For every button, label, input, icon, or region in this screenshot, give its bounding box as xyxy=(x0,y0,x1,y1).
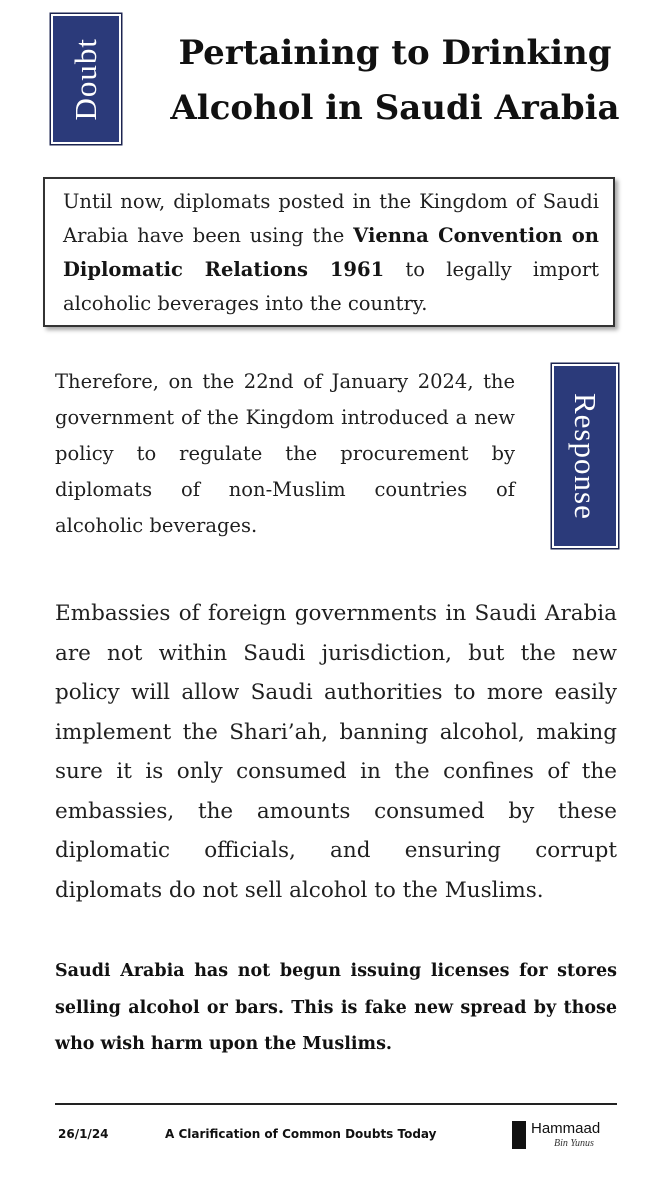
brand-logo xyxy=(512,1118,622,1158)
response-paragraph: Therefore, on the 22nd of January 2024, the government of the Kingdom introduced a new policy to regulate the procurement by diplomats of non-Muslim countries of alcoholic beverages. xyxy=(55,370,515,537)
main-paragraph: Embassies of foreign governments in Saudi Arabia are not within Saudi jurisdiction, but the new policy will allow Saudi authorities to more easily implement the Shari’ah, banning alcohol, making sure it is only consumed in the confines of the embassies, the amounts consumed by these diplomatic officials, and ensuring corrupt diplomats do not sell alcohol to the Muslims. xyxy=(55,601,617,903)
doubt-tag-label: Doubt xyxy=(68,37,103,121)
doubt-tag xyxy=(53,16,119,142)
title-line-1: Pertaining to Drinking xyxy=(178,33,612,73)
brand-subtitle: Bin Yunus xyxy=(554,1138,594,1149)
doubt-text-bold: Vienna Convention on Diplomatic Relations 1961 xyxy=(63,224,599,281)
doubt-box xyxy=(43,177,615,327)
doubt-text-start: Until now, diplomats posted in the Kingdom of Saudi Arabia have been using the xyxy=(63,190,599,247)
footer-date: 26/1/24 xyxy=(58,1127,109,1141)
response-tag xyxy=(554,366,616,546)
response-tag-label: Response xyxy=(568,392,603,520)
brand-name: Hammaad xyxy=(531,1120,601,1137)
title-line-2: Alcohol in Saudi Arabia xyxy=(170,88,620,128)
doubt-text-end: to legally import alcoholic beverages into the country. xyxy=(63,258,599,315)
logo-mark-icon xyxy=(512,1121,526,1149)
footer-divider xyxy=(55,1103,617,1105)
closing-statement: Saudi Arabia has not begun issuing licenses for stores selling alcohol or bars. This is fake new spread by those who wish harm upon the Muslims. xyxy=(55,961,617,1054)
page-title xyxy=(150,26,640,136)
footer-series-title: A Clarification of Common Doubts Today xyxy=(165,1127,437,1141)
